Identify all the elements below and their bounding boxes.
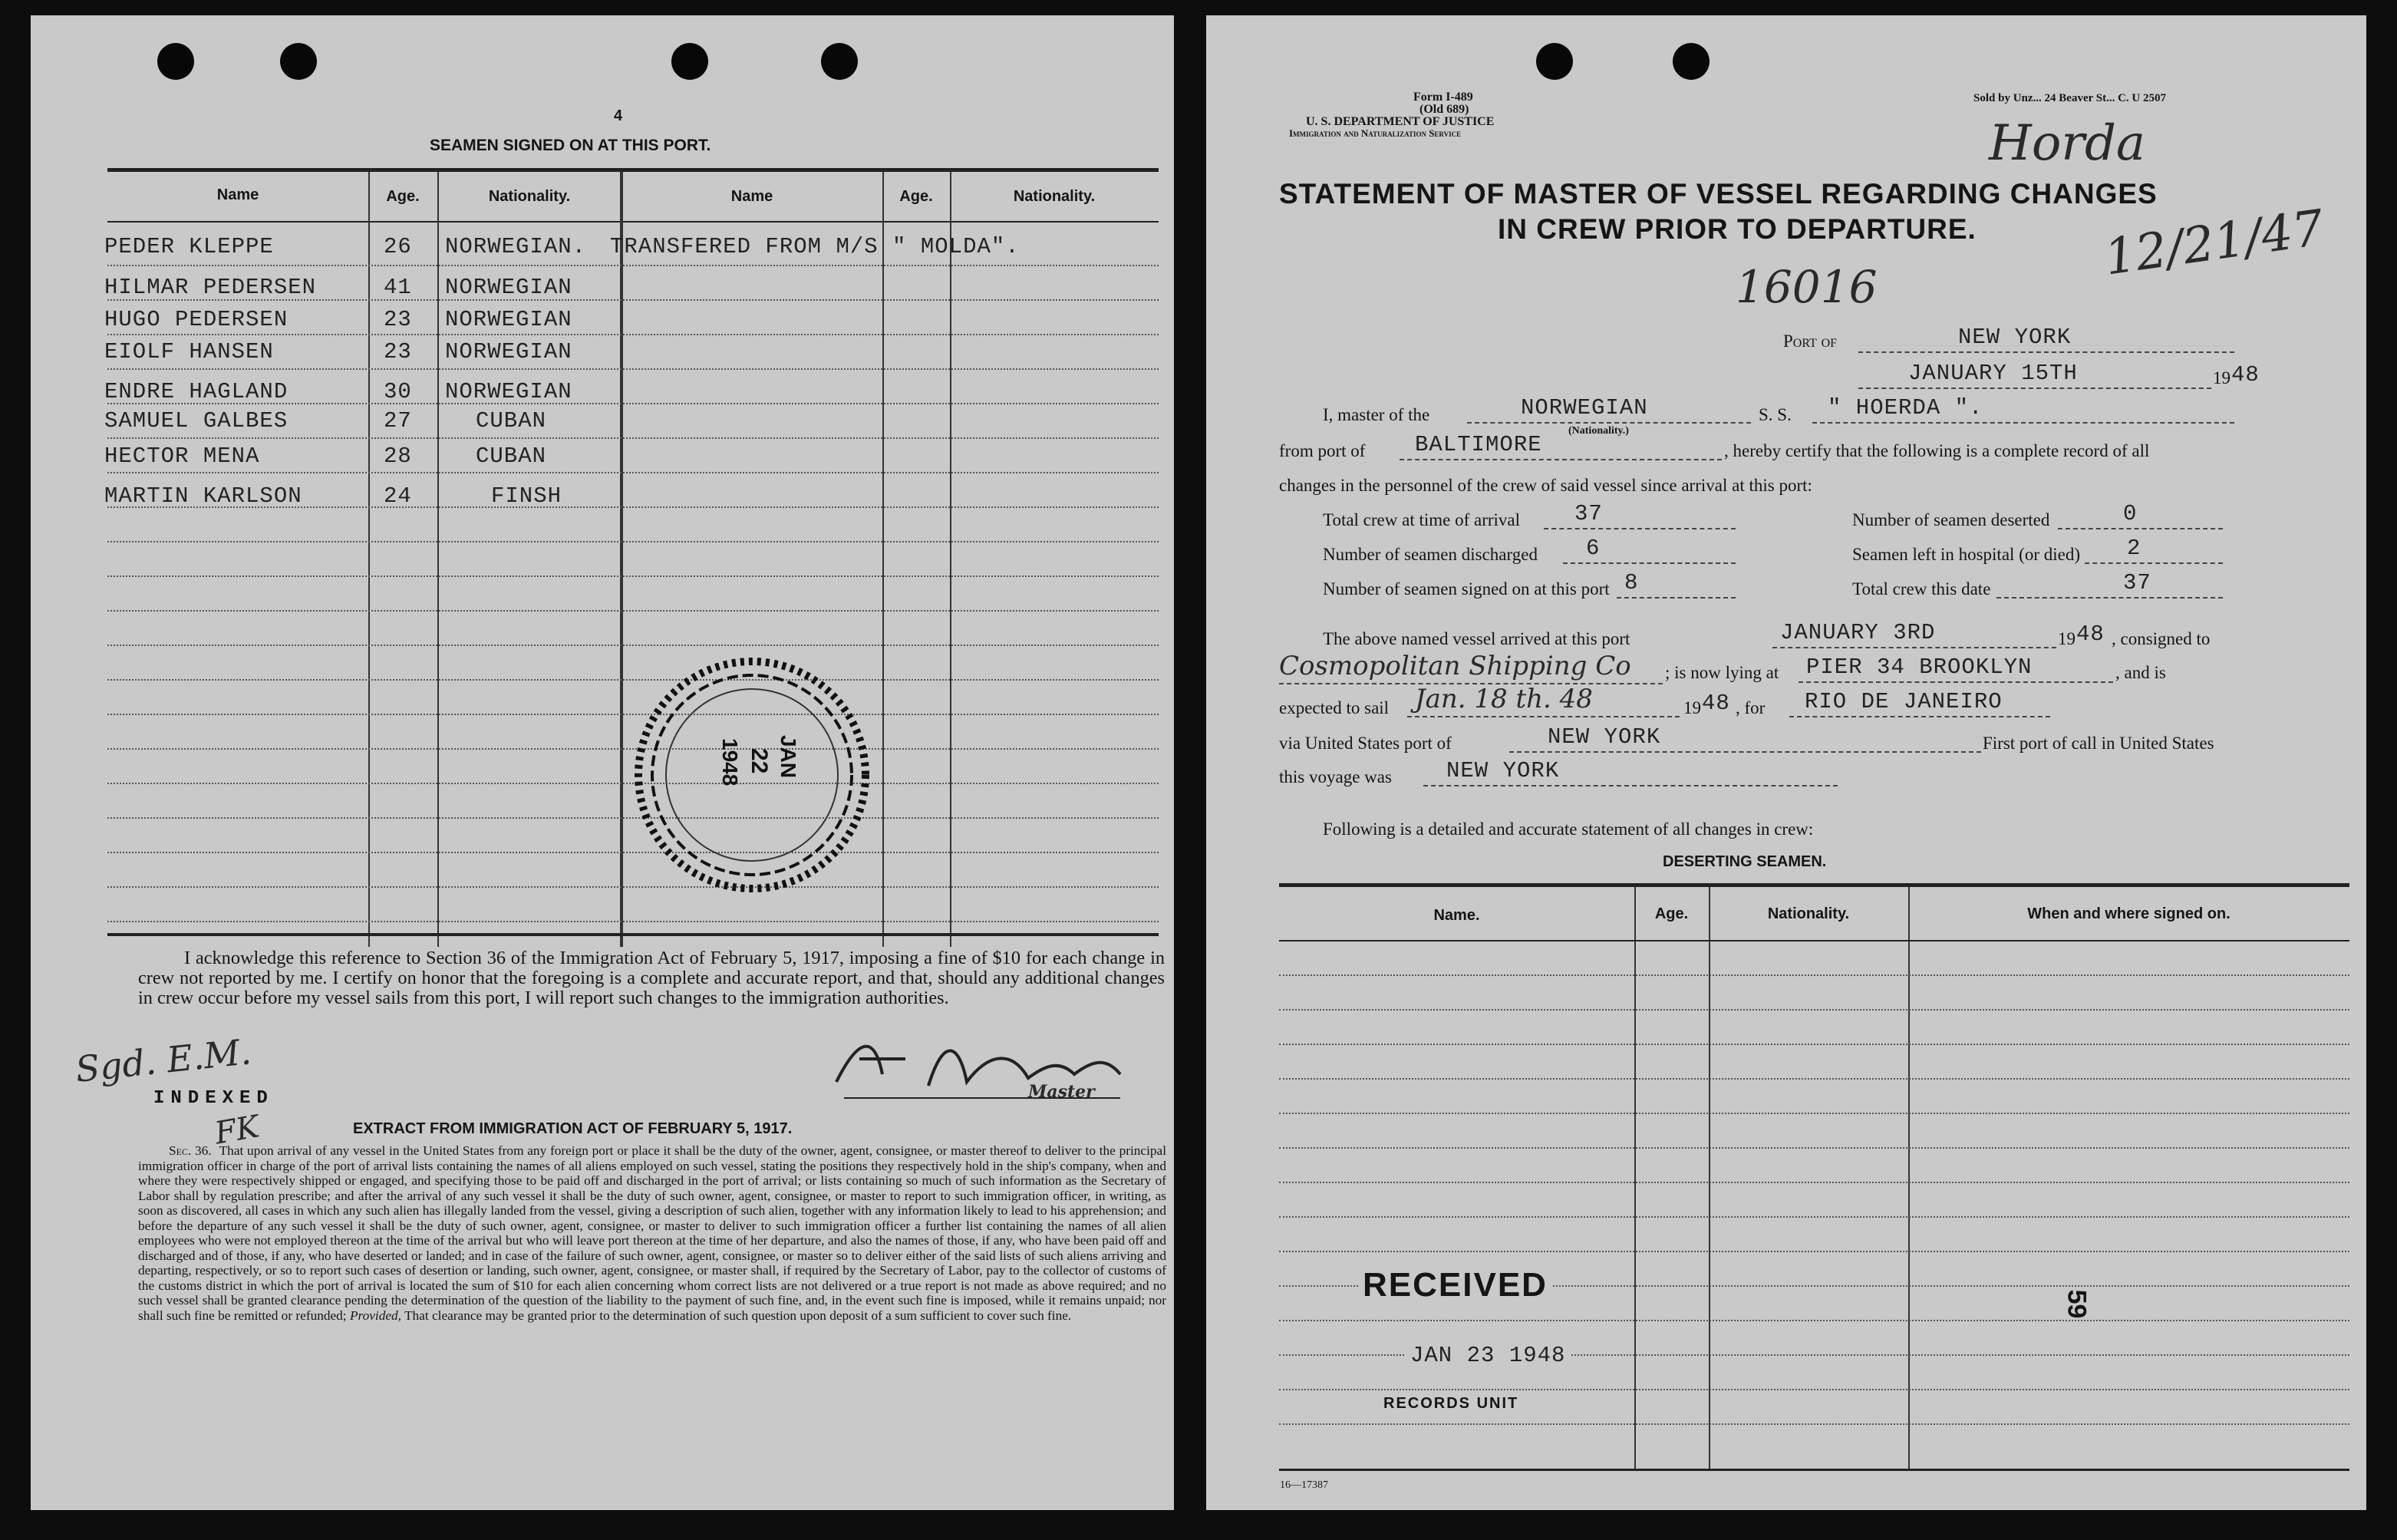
first-port-value: NEW YORK [1446,758,1560,783]
seaman-name: MARTIN KARLSON [104,483,302,509]
punch-hole [1536,43,1573,80]
column-header-nationality: Nationality. [488,188,571,205]
deserting-row-rule [1279,1044,2349,1045]
seaman-nationality: NORWEGIAN [445,379,572,404]
deserting-row-rule [1279,974,2349,976]
seaman-name: ENDRE HAGLAND [104,379,288,404]
deserted-field [2058,501,2223,529]
via-field [1509,724,1981,753]
row-rule [107,368,1159,370]
extract-title: EXTRACT FROM IMMIGRATION ACT OF FEBRUARY 5, 1917. [353,1120,793,1137]
vessel-value: " HOERDA ". [1828,395,1983,420]
destination-value: RIO DE JANEIRO [1805,689,2003,714]
punch-hole [821,43,858,80]
port-of-label: Port of [1783,331,1838,351]
signed-on-value: 8 [1624,570,1639,595]
stamp-year: 1948 [718,738,742,786]
seaman-name: HECTOR MENA [104,444,260,469]
consignee-field [1279,651,1663,684]
hospital-label: Seamen left in hospital (or died) [1852,545,2081,564]
column-header-name-2: Name [730,188,773,205]
signed-on-field [1617,570,1736,599]
seaman-nationality: CUBAN [476,408,547,434]
date-field [1858,361,2211,389]
seaman-age: 41 [384,275,412,300]
via-label: via United States port of [1279,734,1452,753]
seaman-name: HUGO PEDERSEN [104,307,288,332]
statute-text [138,1143,1166,1323]
seaman-nationality: CUBAN [476,444,547,469]
discharged-field [1563,536,1736,564]
from-port-field [1400,432,1722,460]
handwritten-signature: Sgd. E.M. [73,1031,253,1090]
consignee-value: Cosmopolitan Shipping Co [1279,651,1631,681]
total-date-value: 37 [2123,570,2151,595]
page-mark: 59 [2062,1289,2092,1319]
seaman-name: HILMAR PEDERSEN [104,275,317,300]
seaman-age: 28 [384,444,412,469]
seaman-name: EIOLF HANSEN [104,339,274,364]
seaman-nationality: NORWEGIAN [445,339,572,364]
page-number: 4 [614,107,623,124]
received-sub-stamp: RECORDS UNIT [1379,1395,1523,1413]
lying-value: PIER 34 BROOKLYN [1806,655,2033,680]
provided-label: Provided, [349,1308,401,1323]
handwritten-initials: FK [212,1109,262,1152]
from-port-value: BALTIMORE [1415,432,1542,457]
first-port-label: First port of call in United States [1983,734,2214,753]
arrived-value: JANUARY 3RD [1780,620,1936,645]
certify-text: , hereby certify that the following is a complete record of all [1724,441,2150,460]
file-number: 16016 [1736,261,1878,313]
discharged-label: Number of seamen discharged [1323,545,1538,564]
deserting-row-rule [1279,1251,2349,1252]
column-header-name: Name [216,186,259,203]
hospital-field [2085,536,2223,564]
column-divider [882,172,884,947]
service: Immigration and Naturalization Service [1289,127,1462,139]
seaman-age: 30 [384,379,412,404]
deserting-header-age: Age. [1654,905,1689,922]
punch-hole [1673,43,1710,80]
seaman-age: 27 [384,408,412,434]
destination-field [1789,689,2050,717]
row-rule [107,610,1159,612]
port-field [1858,325,2234,353]
seaman-age: 26 [384,234,412,259]
date-stamp [622,652,882,898]
handwritten-date: 12/21/47 [2101,200,2328,287]
deserting-seamen-title: DESERTING SEAMEN. [1663,853,1827,870]
deserting-row-rule [1279,1389,2349,1390]
from-port-label: from port of [1279,441,1366,460]
statute-body: That upon arrival of any vessel in the United States from any foreign port or place it shall be the duty of the owner, agent, consignee, or master thereof to deliver to the principal immigration officer in charge of the port of arrival lists containing the names of all aliens employed on such vessel, stating the positions they respectively hold in the ship's company, when and where they were respectively shipped or engaged, and specifying those to be paid off and discharged in the port of arrival; or lists containing so much of such information as the Secretary of Labor shall by regulation prescribe; and after the arrival of any such vessel it shall be the duty of such owner, agent, consignee, or master to report to such immigration officer, in writing, as soon as discovered, all cases in which any such alien has illegally landed from the vessel, giving a description of such alien, together with any information likely to lead to his apprehension; and before the departure of any such vessel it shall be the duty of such owner, agent, consignee, or master to deliver to such immigration officer a further list containing the names of all alien employees who were not employed thereon at the time of the arrival but who will leave port thereon at the time of her departure, and also the names of those, if any, who have been paid off and discharged and of those, if any, who have deserted or landed; and in case of the failure of such owner, agent, consignee, or master so to deliver either of the said lists of such aliens arriving and departing, respectively, or so to report such cases of desertion or landing, such owner, agent, consignee, or master shall, if required by the Secretary of Labor, pay to the collector of customs of the customs district in which the port of arrival is located the sum of $10 for each alien concerning whom correct lists are not delivered or a true report is not made as above required; and no such vessel shall be granted clearance pending the determination of the question of the liability to the payment of such fine, and, in the event such fine is imposed, while it remains unpaid; nor shall such fine be remitted or refunded; [138,1143,1166,1323]
hospital-value: 2 [2127,536,2141,561]
column-divider [368,172,370,947]
total-date-label: Total crew this date [1852,579,1991,599]
deserting-table-top-rule [1279,883,2349,887]
row-rule [107,541,1159,542]
column-header-age-2: Age. [899,188,933,205]
seaman-nationality: FINSH [491,483,562,509]
statute-tail: That clearance may be granted prior to the determination of such question upon deposit of a sum sufficient to cover such fine. [404,1308,1072,1323]
deserted-label: Number of seamen deserted [1852,510,2050,529]
column-divider [950,172,951,947]
column-header-age: Age. [386,188,420,205]
for-label: , for [1736,698,1766,717]
vessel-field [1812,395,2234,424]
column-header-nationality-2: Nationality. [1013,188,1096,205]
received-stamp: RECEIVED [1358,1266,1552,1304]
deserted-value: 0 [2123,501,2138,526]
master-signature [813,1021,1151,1105]
table-header-rule [107,221,1159,223]
row-rule [107,575,1159,577]
right-page [1206,15,2366,1510]
expected-year-value: 48 [1702,691,1730,716]
deserting-row-rule [1279,1423,2349,1425]
received-date: JAN 23 1948 [1406,1343,1570,1368]
nationality-caption: (Nationality.) [1568,425,1629,437]
seamen-signed-on-title: SEAMEN SIGNED ON AT THIS PORT. [430,137,711,154]
stamp-month: JAN [776,735,800,779]
form-title-line2: IN CREW PRIOR TO DEPARTURE. [1498,213,1977,245]
row-rule [107,921,1159,922]
deserting-header-rule [1279,940,2349,941]
footer-code: 16—17387 [1280,1479,1328,1491]
expected-year-prefix: 19 [1683,698,1701,717]
port-value: NEW YORK [1958,325,2072,350]
via-value: NEW YORK [1548,724,1661,750]
lying-field [1799,655,2113,683]
deserting-table-bottom-rule [1279,1469,2349,1471]
seaman-nationality: NORWEGIAN [445,275,572,300]
seaman-name: PEDER KLEPPE [104,234,274,259]
master-label: Master [1028,1082,1095,1102]
deserting-header-signed-on: When and where signed on. [2027,905,2230,922]
deserting-row-rule [1279,1320,2349,1321]
deserting-row-rule [1279,1182,2349,1183]
total-date-field [1996,570,2223,599]
seaman-nationality: NORWEGIAN. [445,234,587,259]
arrived-year-value: 48 [2076,622,2105,647]
nationality-value: NORWEGIAN [1521,395,1648,420]
ss-label: S. S. [1759,405,1792,424]
master-of-label: I, master of the [1323,405,1430,424]
arrived-label: The above named vessel arrived at this port [1323,629,1630,648]
deserting-row-rule [1279,1009,2349,1011]
signed-on-label: Number of seamen signed on at this port [1323,579,1610,599]
expected-field [1407,684,1680,717]
punch-hole [280,43,317,80]
deserting-header-name: Name. [1433,907,1480,924]
stamp-day: 22 [747,748,772,774]
consigned-label: , consigned to [2112,629,2211,648]
first-port-field [1423,758,1838,786]
seaman-name: SAMUEL GALBES [104,408,288,434]
expected-value: Jan. 18 th. 48 [1415,684,1593,714]
deserting-row-rule [1279,1113,2349,1114]
changes-text: changes in the personnel of the crew of said vessel since arrival at this port: [1279,476,1812,495]
row-rule [107,437,1159,439]
row-rule [107,472,1159,473]
indexed-stamp: INDEXED [153,1088,274,1109]
punch-hole [157,43,194,80]
left-page [31,15,1174,1510]
table-bottom-rule [107,933,1159,936]
handwritten-ship-name: Horda [1989,115,2146,172]
row-rule [107,334,1159,335]
table-top-rule [107,168,1159,172]
arrived-field [1772,620,2056,648]
deserting-row-rule [1279,1078,2349,1080]
discharged-value: 6 [1586,536,1601,561]
section-label: Sec. 36. [169,1143,212,1158]
year-value: 48 [2231,362,2260,387]
row-rule [107,265,1159,266]
arrived-year-prefix: 19 [2058,629,2076,648]
year-prefix: 19 [2213,368,2230,387]
total-arrival-value: 37 [1574,501,1603,526]
nationality-field [1467,395,1751,424]
deserting-row-rule [1279,1216,2349,1218]
row-rule [107,645,1159,646]
seaman-age: 24 [384,483,412,509]
form-title: STATEMENT OF MASTER OF VESSEL REGARDING CHANGES [1279,178,2158,209]
deserting-row-rule [1279,1147,2349,1149]
seaman-age: 23 [384,307,412,332]
date-value: JANUARY 15TH [1908,361,2078,386]
seaman-nationality: NORWEGIAN [445,307,572,332]
deserting-header-nationality: Nationality. [1767,905,1850,922]
acknowledgment-text: I acknowledge this reference to Section 36 of the Immigration Act of February 5, 1917, imposing a fine of $10 for each change in crew not reported by me. I certify on honor that the foregoing is a complete and accurate report, and that, should any additional changes in crew occur before my vessel sails from this port, I will report such changes to the immigration authorities. [138,948,1165,1008]
following-text: Following is a detailed and accurate statement of all changes in crew: [1323,819,1814,839]
expected-label: expected to sail [1279,698,1390,717]
column-divider [437,172,439,947]
seaman-age: 23 [384,339,412,364]
total-arrival-field [1544,501,1736,529]
form-old-number: (Old 689) [1419,103,1469,116]
and-is-label: , and is [2115,663,2166,682]
form-number: Form I-489 [1413,91,1473,104]
transfer-note: TRANSFERED FROM M/S " MOLDA". [610,234,1020,259]
this-voyage-label: this voyage was [1279,767,1392,786]
total-arrival-label: Total crew at time of arrival [1323,510,1521,529]
sold-by: Sold by Unz... 24 Beaver St... C. U 2507 [1973,92,2166,104]
punch-hole [671,43,708,80]
department: U. S. DEPARTMENT OF JUSTICE [1306,115,1495,128]
lying-label: ; is now lying at [1665,663,1779,682]
